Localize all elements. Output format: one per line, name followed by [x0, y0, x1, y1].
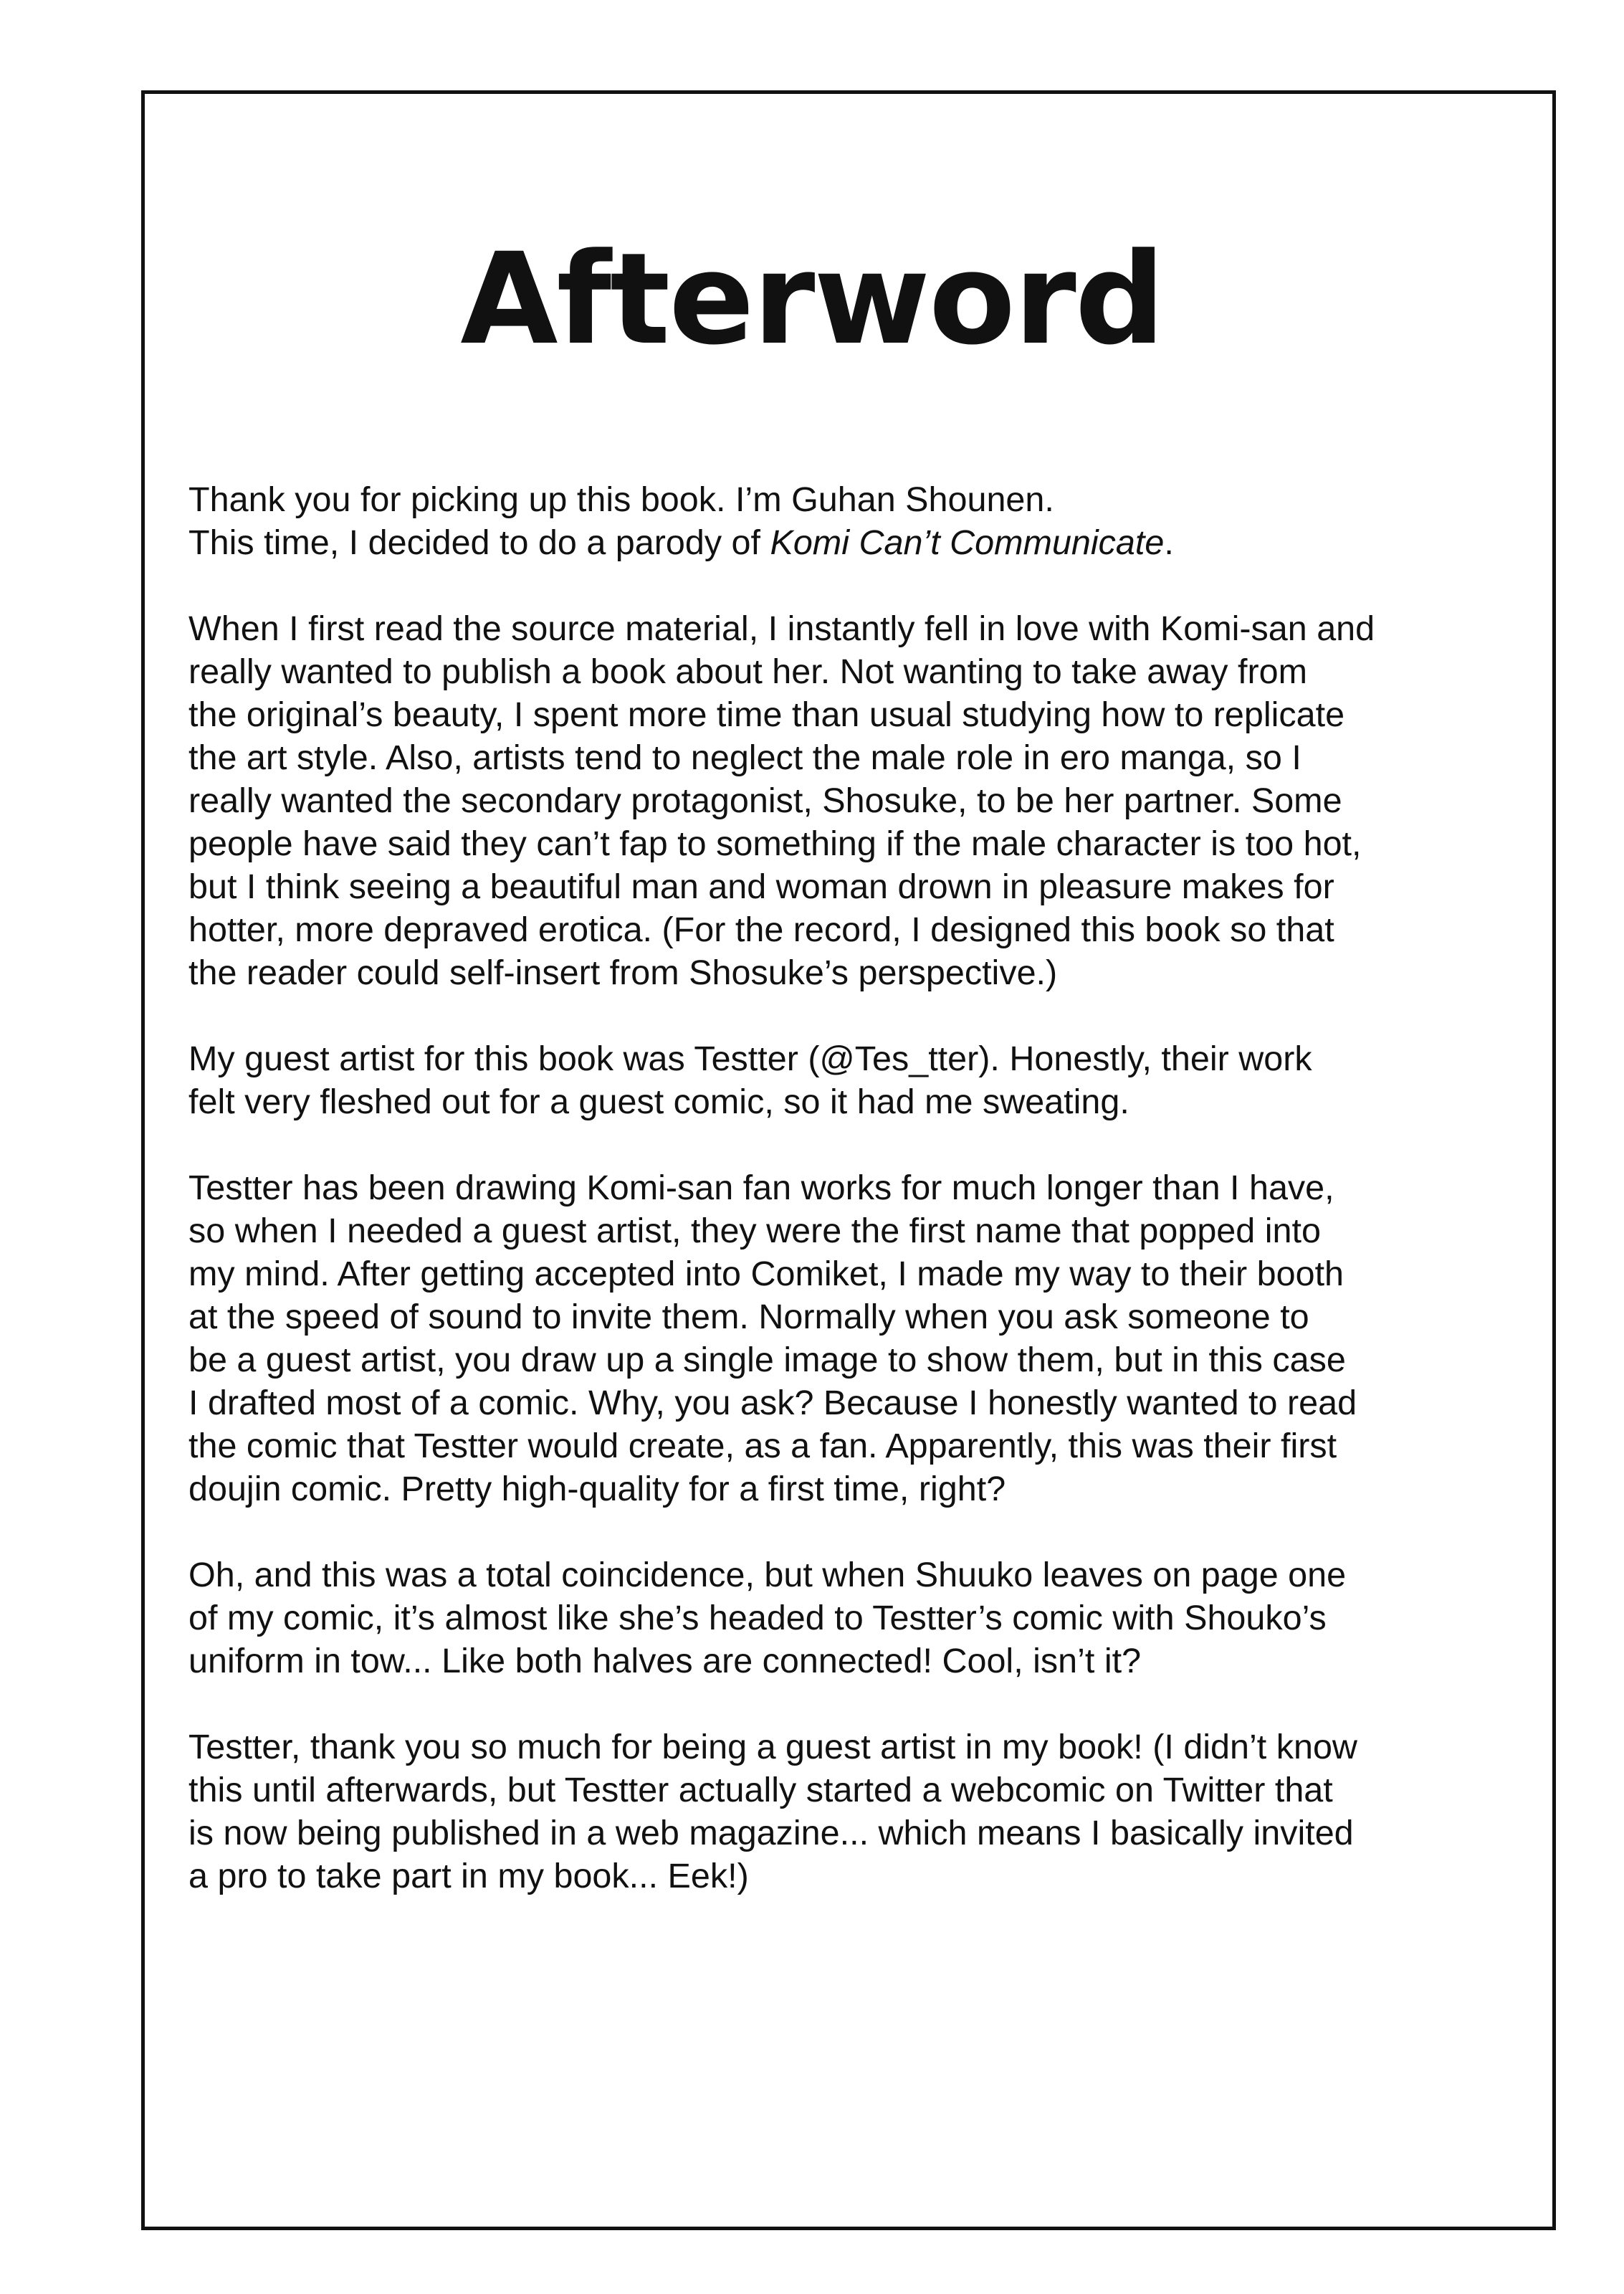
text-line: [188, 693, 1520, 736]
text-line: [188, 1338, 1520, 1381]
text-line: [188, 951, 1520, 994]
text-line: [188, 1769, 1520, 1812]
page-title: Afterword: [460, 226, 1164, 373]
text-line: [188, 521, 1520, 564]
line-text: this until afterwards, but Testter actually started a webcomic on Twitter that: [188, 1771, 1333, 1809]
text-line: [188, 650, 1520, 693]
line-text: uniform in tow... Like both halves are connected! Cool, isn’t it?: [188, 1642, 1142, 1680]
text-line: [188, 779, 1520, 822]
line-text: people have said they can’t fap to something if the male character is too hot,: [188, 824, 1362, 863]
text-line: [188, 1812, 1520, 1855]
line-text: I drafted most of a comic. Why, you ask? Because I honestly wanted to read: [188, 1384, 1357, 1422]
text-line: [188, 736, 1520, 779]
line-text: at the speed of sound to invite them. Normally when you ask someone to: [188, 1298, 1309, 1336]
line-text: be a guest artist, you draw up a single image to show them, but in this case: [188, 1341, 1346, 1379]
line-text: Oh, and this was a total coincidence, but when Shuuko leaves on page one: [188, 1556, 1347, 1594]
line-text: so when I needed a guest artist, they were the first name that popped into: [188, 1212, 1321, 1250]
paragraph: [188, 478, 1520, 564]
text-line: [188, 478, 1520, 521]
text-line: [188, 1080, 1520, 1123]
afterword-body: [188, 478, 1520, 1941]
line-text: the comic that Testter would create, as a fan. Apparently, this was their first: [188, 1427, 1337, 1465]
line-text: My guest artist for this book was Testter (@Tes_tter). Honestly, their work: [188, 1039, 1312, 1078]
text-line: [188, 1166, 1520, 1209]
text-line: [188, 607, 1520, 650]
line-text: my mind. After getting accepted into Comiket, I made my way to their booth: [188, 1255, 1344, 1293]
line-text: Testter, thank you so much for being a guest artist in my book! (I didn’t know: [188, 1728, 1357, 1766]
text-line: [188, 1209, 1520, 1252]
text-line: [188, 1424, 1520, 1467]
text-line: [188, 908, 1520, 951]
paragraph: [188, 1553, 1520, 1683]
paragraph: [188, 607, 1520, 994]
text-line: [188, 1639, 1520, 1683]
line-text: the art style. Also, artists tend to neglect the male role in ero manga, so I: [188, 738, 1301, 777]
text-line: [188, 1252, 1520, 1295]
line-text: is now being published in a web magazine... which means I basically invited: [188, 1814, 1354, 1852]
line-text: but I think seeing a beautiful man and woman drown in pleasure makes for: [188, 867, 1334, 906]
text-line: [188, 1855, 1520, 1898]
line-text: the reader could self-insert from Shosuke’s perspective.): [188, 953, 1058, 992]
line-text: doujin comic. Pretty high-quality for a first time, right?: [188, 1470, 1006, 1508]
line-text: hotter, more depraved erotica. (For the record, I designed this book so that: [188, 910, 1334, 949]
paragraph: [188, 1166, 1520, 1510]
line-text: felt very fleshed out for a guest comic, so it had me sweating.: [188, 1082, 1129, 1121]
text-line: [188, 1467, 1520, 1510]
text-line: [188, 822, 1520, 865]
line-text-after: .: [1164, 523, 1174, 562]
line-text: the original’s beauty, I spent more time than usual studying how to replicate: [188, 695, 1345, 734]
line-text: Testter has been drawing Komi-san fan works for much longer than I have,: [188, 1169, 1334, 1207]
text-line: [188, 1596, 1520, 1639]
line-text: of my comic, it’s almost like she’s headed to Testter’s comic with Shouko’s: [188, 1599, 1327, 1637]
text-line: [188, 865, 1520, 908]
text-line: [188, 1726, 1520, 1769]
line-text: This time, I decided to do a parody of: [188, 523, 770, 562]
paragraph: [188, 1726, 1520, 1898]
text-line: [188, 1553, 1520, 1596]
line-text: really wanted the secondary protagonist, Shosuke, to be her partner. Some: [188, 781, 1342, 820]
line-text: Thank you for picking up this book. I’m Guhan Shounen.: [188, 480, 1054, 519]
line-text: really wanted to publish a book about her. Not wanting to take away from: [188, 652, 1307, 691]
line-text: When I first read the source material, I instantly fell in love with Komi-san and: [188, 609, 1375, 648]
text-line: [188, 1295, 1520, 1338]
text-line: [188, 1381, 1520, 1424]
line-text: a pro to take part in my book... Eek!): [188, 1857, 749, 1895]
text-line: [188, 1037, 1520, 1080]
book-title-italic: Komi Can’t Communicate: [770, 523, 1165, 562]
paragraph: [188, 1037, 1520, 1123]
